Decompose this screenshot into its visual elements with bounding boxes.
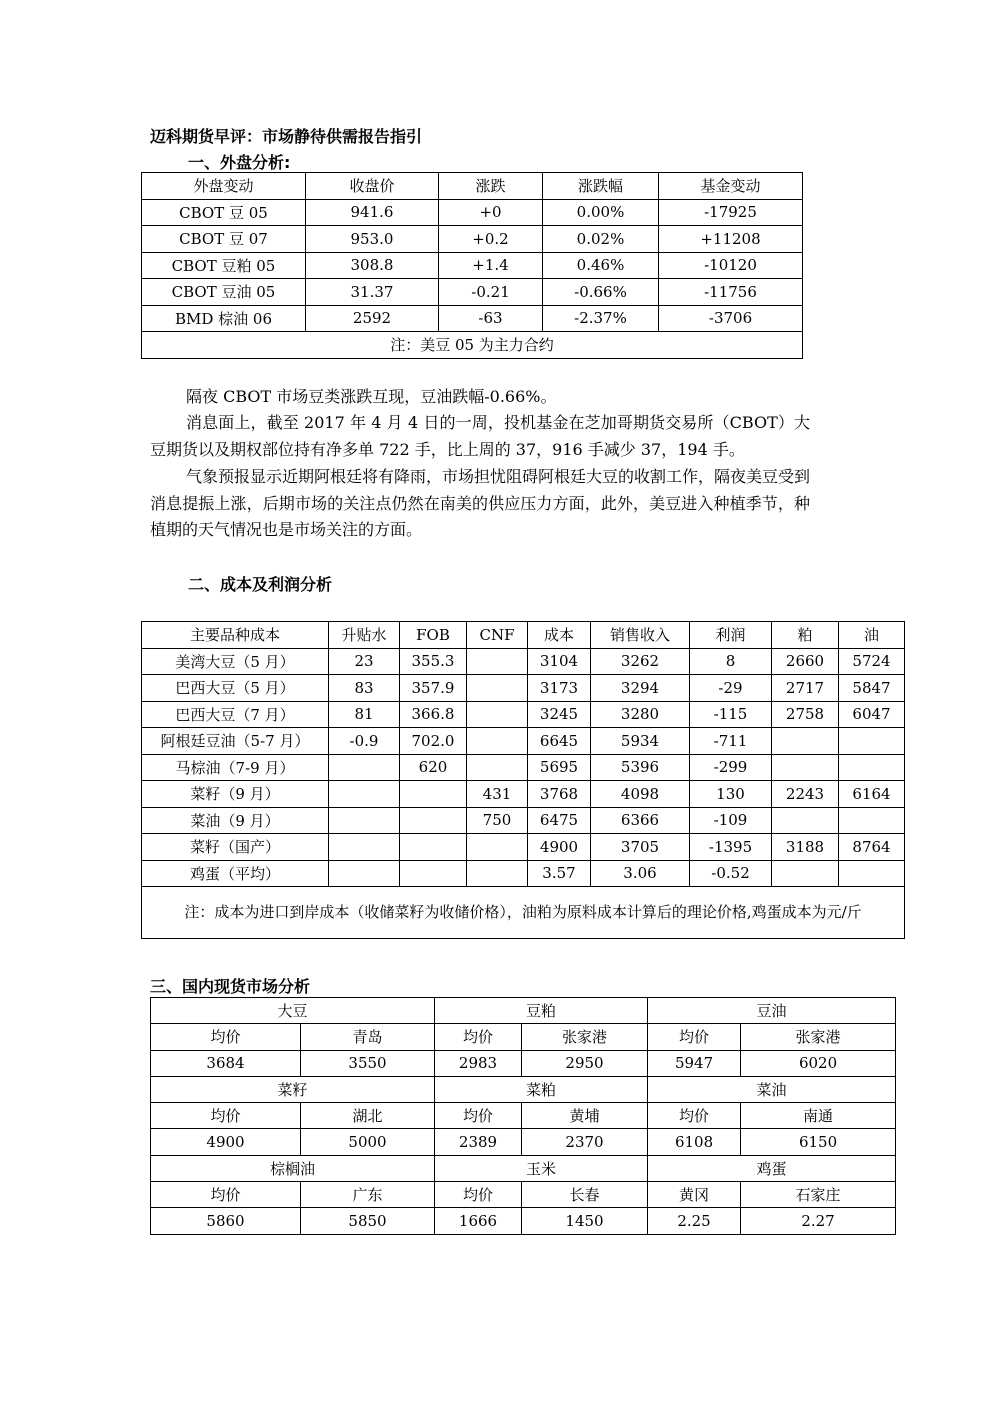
table-header-row bbox=[142, 173, 803, 200]
table-cell: -29 bbox=[690, 675, 772, 702]
table-cell: BMD 棕油 06 bbox=[142, 305, 306, 332]
product-name: 菜粕 bbox=[435, 1076, 648, 1102]
section-heading-cost-profit: 二、成本及利润分析 bbox=[188, 575, 333, 594]
table-cell: -109 bbox=[690, 807, 772, 834]
table-cell bbox=[467, 701, 528, 728]
table-note-row bbox=[142, 887, 905, 939]
price-label: 均价 bbox=[435, 1103, 522, 1129]
table-cell: 6475 bbox=[528, 807, 591, 834]
table-cell: 83 bbox=[329, 675, 400, 702]
column-header: CNF bbox=[467, 622, 528, 649]
table-cell: 702.0 bbox=[400, 728, 467, 755]
table-cell: 3188 bbox=[772, 834, 839, 861]
table-cell: -711 bbox=[690, 728, 772, 755]
table-cell: CBOT 豆油 05 bbox=[142, 279, 306, 306]
table-cell bbox=[772, 728, 839, 755]
table-cell: 31.37 bbox=[306, 279, 439, 306]
table-header-row bbox=[142, 622, 905, 649]
table-cell bbox=[467, 728, 528, 755]
table-row bbox=[142, 648, 905, 675]
table-row bbox=[142, 226, 803, 253]
table-cell: 3294 bbox=[591, 675, 690, 702]
table-cell bbox=[400, 781, 467, 808]
table-cell: 菜籽（国产） bbox=[142, 834, 329, 861]
price-label: 均价 bbox=[151, 1182, 301, 1208]
column-header: 收盘价 bbox=[306, 173, 439, 200]
table-row bbox=[142, 860, 905, 887]
table-cell: -11756 bbox=[659, 279, 803, 306]
table-cell: -0.66% bbox=[543, 279, 659, 306]
price-value: 1450 bbox=[522, 1208, 648, 1234]
table-cell: 941.6 bbox=[306, 199, 439, 226]
column-header: 销售收入 bbox=[591, 622, 690, 649]
table-cell: 4098 bbox=[591, 781, 690, 808]
table-cell: 3.06 bbox=[591, 860, 690, 887]
price-value: 6020 bbox=[741, 1050, 896, 1076]
table-cell bbox=[329, 754, 400, 781]
table-cell: 4900 bbox=[528, 834, 591, 861]
table-cell: -0.21 bbox=[439, 279, 543, 306]
table-cell: +11208 bbox=[659, 226, 803, 253]
table-cell: 8764 bbox=[839, 834, 905, 861]
table-cell bbox=[329, 834, 400, 861]
table-cell: -0.9 bbox=[329, 728, 400, 755]
table-cell: 6366 bbox=[591, 807, 690, 834]
table-cell: +1.4 bbox=[439, 252, 543, 279]
price-label: 长春 bbox=[522, 1182, 648, 1208]
table-cell: 6047 bbox=[839, 701, 905, 728]
price-value: 2.27 bbox=[741, 1208, 896, 1234]
table-cell: CBOT 豆粕 05 bbox=[142, 252, 306, 279]
product-name: 豆油 bbox=[648, 998, 896, 1024]
price-value: 3550 bbox=[301, 1050, 435, 1076]
table-cell: 750 bbox=[467, 807, 528, 834]
price-label: 张家港 bbox=[522, 1024, 648, 1050]
table-cell bbox=[772, 807, 839, 834]
price-value: 5860 bbox=[151, 1208, 301, 1234]
price-label: 均价 bbox=[435, 1024, 522, 1050]
label-row bbox=[151, 1182, 896, 1208]
column-header: 涨跌 bbox=[439, 173, 543, 200]
value-row bbox=[151, 1050, 896, 1076]
price-label: 广东 bbox=[301, 1182, 435, 1208]
table-cell bbox=[839, 807, 905, 834]
price-value: 6108 bbox=[648, 1129, 741, 1155]
table-cell: 3705 bbox=[591, 834, 690, 861]
table-cell: 0.00% bbox=[543, 199, 659, 226]
table-cell: 2717 bbox=[772, 675, 839, 702]
price-value: 5000 bbox=[301, 1129, 435, 1155]
column-header: 成本 bbox=[528, 622, 591, 649]
column-header: 涨跌幅 bbox=[543, 173, 659, 200]
product-name: 玉米 bbox=[435, 1155, 648, 1181]
table-cell: 308.8 bbox=[306, 252, 439, 279]
table-row bbox=[142, 279, 803, 306]
table-cell: 5847 bbox=[839, 675, 905, 702]
price-value: 6150 bbox=[741, 1129, 896, 1155]
column-header: 升贴水 bbox=[329, 622, 400, 649]
table-cell: 130 bbox=[690, 781, 772, 808]
table-cell bbox=[400, 834, 467, 861]
table-row bbox=[142, 807, 905, 834]
column-header: FOB bbox=[400, 622, 467, 649]
paragraph-news: 消息面上，截至 2017 年 4 月 4 日的一周，投机基金在芝加哥期货交易所（CBOT）大豆期货以及期权部位持有净多单 722 手，比上周的 37，916 手减少 37，194 手。 bbox=[150, 413, 810, 459]
table-cell: -115 bbox=[690, 701, 772, 728]
table-cell: 3173 bbox=[528, 675, 591, 702]
table-cell: 菜籽（9 月） bbox=[142, 781, 329, 808]
table-cell: 620 bbox=[400, 754, 467, 781]
domestic-spot-table bbox=[150, 997, 896, 1235]
table-row bbox=[142, 834, 905, 861]
label-row bbox=[151, 1024, 896, 1050]
table-cell: 3262 bbox=[591, 648, 690, 675]
table-cell: -299 bbox=[690, 754, 772, 781]
table-cell: -63 bbox=[439, 305, 543, 332]
table-cell: 巴西大豆（7 月） bbox=[142, 701, 329, 728]
table-cell: 357.9 bbox=[400, 675, 467, 702]
price-label: 均价 bbox=[151, 1103, 301, 1129]
table-cell: -17925 bbox=[659, 199, 803, 226]
price-value: 2.25 bbox=[648, 1208, 741, 1234]
table-cell: 431 bbox=[467, 781, 528, 808]
column-header: 油 bbox=[839, 622, 905, 649]
table-row bbox=[142, 675, 905, 702]
price-value: 2950 bbox=[522, 1050, 648, 1076]
product-name: 豆粕 bbox=[435, 998, 648, 1024]
table-cell: 3104 bbox=[528, 648, 591, 675]
table-cell: 2758 bbox=[772, 701, 839, 728]
price-value: 2983 bbox=[435, 1050, 522, 1076]
value-row bbox=[151, 1208, 896, 1234]
column-header: 利润 bbox=[690, 622, 772, 649]
table-cell bbox=[467, 860, 528, 887]
product-row bbox=[151, 1076, 896, 1102]
table-cell: -10120 bbox=[659, 252, 803, 279]
table-cell bbox=[772, 860, 839, 887]
product-name: 菜籽 bbox=[151, 1076, 435, 1102]
table-cell: -2.37% bbox=[543, 305, 659, 332]
price-label: 均价 bbox=[435, 1182, 522, 1208]
table-row bbox=[142, 728, 905, 755]
table-row bbox=[142, 781, 905, 808]
value-row bbox=[151, 1129, 896, 1155]
table-row bbox=[142, 199, 803, 226]
table-note: 注：美豆 05 为主力合约 bbox=[142, 332, 803, 359]
product-name: 菜油 bbox=[648, 1076, 896, 1102]
table-row bbox=[142, 305, 803, 332]
table-cell bbox=[467, 675, 528, 702]
table-cell: +0 bbox=[439, 199, 543, 226]
price-label: 石家庄 bbox=[741, 1182, 896, 1208]
table-cell bbox=[329, 781, 400, 808]
table-cell bbox=[329, 807, 400, 834]
cost-profit-table bbox=[141, 621, 905, 939]
table-cell: 2660 bbox=[772, 648, 839, 675]
table-cell bbox=[772, 754, 839, 781]
table-cell: 953.0 bbox=[306, 226, 439, 253]
table-cell: 3768 bbox=[528, 781, 591, 808]
section-heading-foreign-market: 一、外盘分析: bbox=[188, 153, 291, 172]
column-header: 外盘变动 bbox=[142, 173, 306, 200]
price-label: 均价 bbox=[648, 1024, 741, 1050]
table-cell: 366.8 bbox=[400, 701, 467, 728]
table-cell bbox=[467, 648, 528, 675]
table-cell: CBOT 豆 07 bbox=[142, 226, 306, 253]
price-label: 湖北 bbox=[301, 1103, 435, 1129]
price-value: 4900 bbox=[151, 1129, 301, 1155]
price-value: 2370 bbox=[522, 1129, 648, 1155]
report-title: 迈科期货早评：市场静待供需报告指引 bbox=[150, 127, 423, 146]
product-row bbox=[151, 998, 896, 1024]
table-cell: -3706 bbox=[659, 305, 803, 332]
table-cell bbox=[400, 807, 467, 834]
column-header: 基金变动 bbox=[659, 173, 803, 200]
table-row bbox=[142, 701, 905, 728]
table-cell bbox=[467, 834, 528, 861]
table-cell: 菜油（9 月） bbox=[142, 807, 329, 834]
price-label: 张家港 bbox=[741, 1024, 896, 1050]
price-value: 5850 bbox=[301, 1208, 435, 1234]
table-cell: 5396 bbox=[591, 754, 690, 781]
product-name: 鸡蛋 bbox=[648, 1155, 896, 1181]
foreign-market-table bbox=[141, 172, 803, 359]
table-cell bbox=[839, 860, 905, 887]
table-cell: 美湾大豆（5 月） bbox=[142, 648, 329, 675]
table-cell: +0.2 bbox=[439, 226, 543, 253]
column-header: 粕 bbox=[772, 622, 839, 649]
table-cell: 阿根廷豆油（5-7 月） bbox=[142, 728, 329, 755]
table-cell: 6164 bbox=[839, 781, 905, 808]
price-value: 2389 bbox=[435, 1129, 522, 1155]
table-cell: 2592 bbox=[306, 305, 439, 332]
column-header: 主要品种成本 bbox=[142, 622, 329, 649]
table-note: 注：成本为进口到岸成本（收储菜籽为收储价格），油粕为原料成本计算后的理论价格,鸡蛋成本为元/斤 bbox=[142, 887, 905, 939]
product-name: 棕榈油 bbox=[151, 1155, 435, 1181]
table-cell bbox=[839, 754, 905, 781]
table-cell: 马棕油（7-9 月） bbox=[142, 754, 329, 781]
price-label: 黄埔 bbox=[522, 1103, 648, 1129]
paragraph-weather: 气象预报显示近期阿根廷将有降雨，市场担忧阻碍阿根廷大豆的收割工作，隔夜美豆受到消息提振上涨，后期市场的关注点仍然在南美的供应压力方面，此外，美豆进入种植季节，种植期的天气情况也是市场关注的方面。 bbox=[150, 467, 811, 539]
table-row bbox=[142, 754, 905, 781]
table-cell: 3280 bbox=[591, 701, 690, 728]
paragraph-overnight-cbot: 隔夜 CBOT 市场豆类涨跌互现，豆油跌幅-0.66%。 bbox=[186, 387, 557, 406]
table-cell: 5695 bbox=[528, 754, 591, 781]
table-row bbox=[142, 252, 803, 279]
table-cell: 0.46% bbox=[543, 252, 659, 279]
product-name: 大豆 bbox=[151, 998, 435, 1024]
table-cell: -1395 bbox=[690, 834, 772, 861]
table-cell: 5724 bbox=[839, 648, 905, 675]
label-row bbox=[151, 1103, 896, 1129]
table-cell: 23 bbox=[329, 648, 400, 675]
price-value: 5947 bbox=[648, 1050, 741, 1076]
table-cell bbox=[839, 728, 905, 755]
table-cell: 鸡蛋（平均） bbox=[142, 860, 329, 887]
table-cell bbox=[400, 860, 467, 887]
price-value: 1666 bbox=[435, 1208, 522, 1234]
section-heading-domestic-spot: 三、国内现货市场分析 bbox=[150, 977, 311, 996]
table-cell: 2243 bbox=[772, 781, 839, 808]
price-label: 均价 bbox=[648, 1103, 741, 1129]
table-cell: 355.3 bbox=[400, 648, 467, 675]
table-cell: CBOT 豆 05 bbox=[142, 199, 306, 226]
table-cell: 0.02% bbox=[543, 226, 659, 253]
table-cell: 6645 bbox=[528, 728, 591, 755]
table-cell: 3.57 bbox=[528, 860, 591, 887]
price-label: 青岛 bbox=[301, 1024, 435, 1050]
price-value: 3684 bbox=[151, 1050, 301, 1076]
table-cell: 81 bbox=[329, 701, 400, 728]
table-cell: 3245 bbox=[528, 701, 591, 728]
table-cell bbox=[329, 860, 400, 887]
table-cell bbox=[467, 754, 528, 781]
price-label: 均价 bbox=[151, 1024, 301, 1050]
table-note-row bbox=[142, 332, 803, 359]
table-cell: 8 bbox=[690, 648, 772, 675]
price-label: 黄冈 bbox=[648, 1182, 741, 1208]
table-cell: 巴西大豆（5 月） bbox=[142, 675, 329, 702]
price-label: 南通 bbox=[741, 1103, 896, 1129]
product-row bbox=[151, 1155, 896, 1181]
table-cell: 5934 bbox=[591, 728, 690, 755]
table-cell: -0.52 bbox=[690, 860, 772, 887]
